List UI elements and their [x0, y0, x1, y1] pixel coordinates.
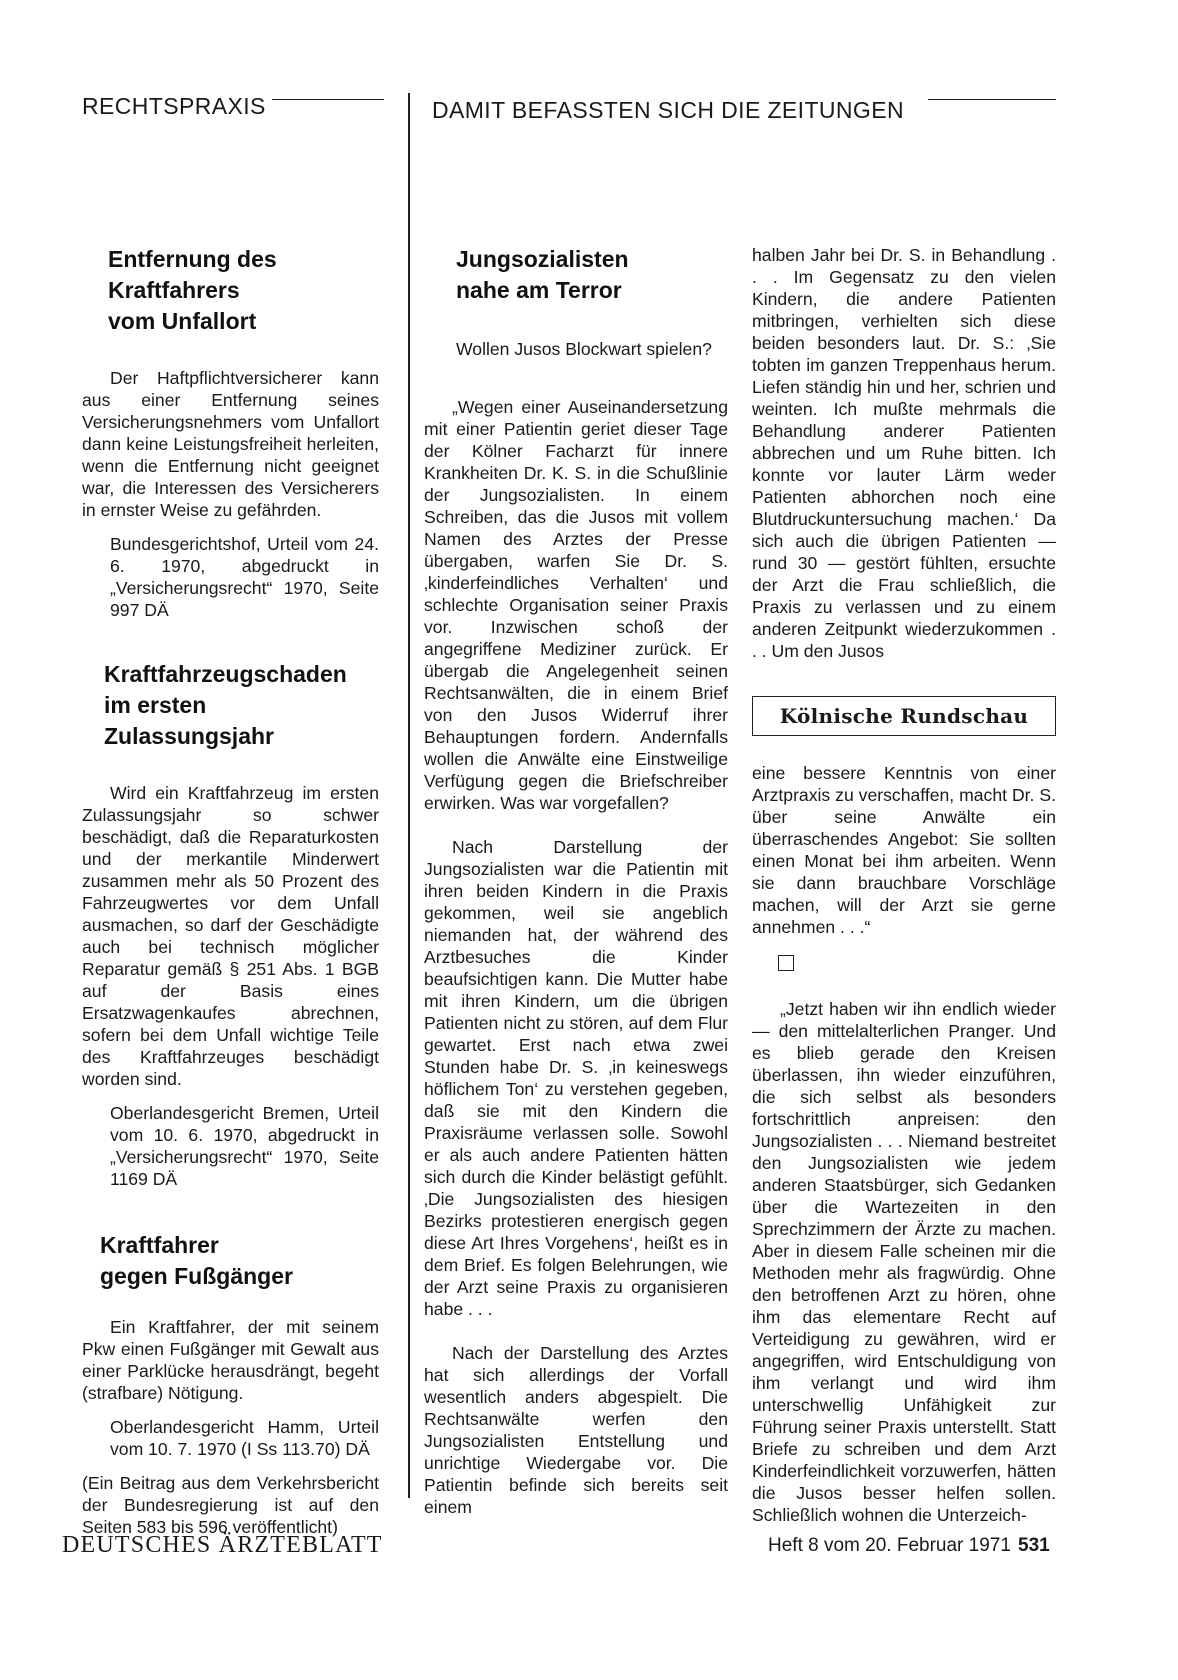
article-body: Ein Kraftfahrer, der mit seinem Pkw einen Fußgänger mit Gewalt aus einer Parklücke herausdrängt, begeht (strafbare) Nötigung.	[82, 1317, 379, 1403]
article-subtitle: Wollen Jusos Blockwart spielen?	[456, 339, 712, 359]
article-note: (Ein Beitrag aus dem Verkehrsbericht der Bundesregierung ist auf den Seiten 583 bis 596 veröffentlicht)	[82, 1473, 379, 1537]
left-column	[82, 244, 379, 1538]
page-number: 531	[1018, 1535, 1050, 1556]
section-header-rechtspraxis: RECHTSPRAXIS	[82, 93, 266, 119]
issue-info: Heft 8 vom 20. Februar 1971	[768, 1535, 1011, 1556]
journal-name: DEUTSCHES ÄRZTEBLATT	[62, 1532, 383, 1558]
article-title: Kraftfahrer gegen Fußgänger	[100, 1232, 293, 1289]
article-paragraph: „Jetzt haben wir ihn endlich wieder — den mittelalterlichen Pranger. Und es blieb gerade den Kreisen überlassen, ihn wieder einzuführen, die sich selbst als besonders fortschrittlich anpreisen: den Jungsozialisten . . . Niemand bestreitet den Jungsozialisten wie jedem anderen Staatsbürger, sich Gedanken über die Wartezeiten in den Sprechzimmern der Ärzte zu machen. Aber in diesem Falle scheinen mir die Methoden mehr als fragwürdig. Ohne den betroffenen Arzt zu hören, ohne ihm das elementare Recht auf Verteidigung zu gewähren, wird er angegriffen, wird Entschuldigung von ihm verlangt und wird ihm unterschwellig Unfähigkeit zur Führung seiner Praxis unterstellt. Statt Briefe zu schreiben und dem Arzt Kinderfeindlichkeit vorzuwerfen, hätten die Jusos besser helfen sollen. Schließlich wohnen die Unterzeich-	[752, 999, 1056, 1525]
column-divider	[408, 93, 410, 1498]
article-paragraph: halben Jahr bei Dr. S. in Behandlung . . . Im Gegensatz zu den vielen Kindern, die andere Patienten mitbringen, verhielten sich diese beiden besonders laut. Dr. S.: ‚Sie tobten im ganzen Treppenhaus herum. Liefen ständig hin und her, schrien und weinten. Ich mußte mehrmals die Behandlung anderer Patienten abbrechen und um Ruhe bitten. Ich konnte vor lauter Lärm weder Patienten abhorchen noch eine Blutdruckuntersuchung machen.‘ Da sich auch die übrigen Patienten — rund 30 — gestört fühlten, ersuchte der Arzt die Frau schließlich, die Praxis zu verlassen und zu einem anderen Zeitpunkt wiederzukommen . . . Um den Jusos	[752, 245, 1056, 661]
article-title: Jungsozialisten nahe am Terror	[456, 246, 629, 303]
article-source: Bundesgerichtshof, Urteil vom 24. 6. 1970, abgedruckt in „Versicherungsrecht“ 1970, Seite 997 DÄ	[110, 534, 379, 620]
article-paragraph: „Wegen einer Auseinandersetzung mit einer Patientin geriet dieser Tage der Kölner Facharzt für innere Krankheiten Dr. K. S. in die Schußlinie der Jungsozialisten. In einem Schreiben, das die Jusos mit vollem Namen des Arztes der Presse übergaben, warfen Sie Dr. S. ‚kinderfeindliches Verhalten‘ und schlechte Organisation seiner Praxis vor. Inzwischen schoß der angegriffene Mediziner zurück. Er übergab die Angelegenheit seinen Rechtsanwälten, die in einem Brief von den Jusos Widerruf ihrer Behauptungen fordern. Andernfalls wollen die Anwälte eine Einstweilige Verfügung gegen die Briefschreiber erwirken. Was war vorgefallen?	[424, 397, 728, 813]
article-body: Der Haftpflichtversicherer kann aus einer Entfernung seines Versicherungsnehmers vom Unfallort dann keine Leistungsfreiheit herleiten, wenn die Entfernung nicht geeignet war, die Interessen des Versicherers in ernster Weise zu gefährden.	[82, 368, 379, 520]
section-header-rule-left	[272, 99, 384, 100]
right-column	[752, 244, 1056, 1526]
section-header-zeitungen: DAMIT BEFASSTEN SICH DIE ZEITUNGEN	[432, 97, 904, 123]
article-paragraph: eine bessere Kenntnis von einer Arztpraxis zu verschaffen, macht Dr. S. über seine Anwälte ein überraschendes Angebot: Sie sollten einen Monat bei ihm arbeiten. Wenn sie dann brauchbare Vorschläge machen, will der Arzt sie gerne annehmen . . .“	[752, 763, 1056, 937]
article-title: Kraftfahrzeugschaden im ersten Zulassungsjahr	[104, 661, 347, 749]
end-of-article-box-icon	[752, 954, 1056, 976]
article-title: Entfernung des Kraftfahrers vom Unfallort	[108, 246, 277, 334]
middle-column	[424, 244, 728, 1518]
square-icon	[778, 955, 794, 971]
article-source: Oberlandesgericht Hamm, Urteil vom 10. 7. 1970 (I Ss 113.70) DÄ	[110, 1417, 379, 1459]
section-header-rule-right	[928, 99, 1056, 100]
newspaper-masthead: Kölnische Rundschau	[752, 696, 1056, 736]
article-source: Oberlandesgericht Bremen, Urteil vom 10. 6. 1970, abgedruckt in „Versicherungsrecht“ 1970, Seite 1169 DÄ	[110, 1103, 379, 1189]
article-body: Wird ein Kraftfahrzeug im ersten Zulassungsjahr so schwer beschädigt, daß die Reparaturkosten und der merkantile Minderwert zusammen mehr als 50 Prozent des Fahrzeugwertes vor dem Unfall ausmachen, so darf der Geschädigte auch bei technisch möglicher Reparatur gemäß § 251 Abs. 1 BGB auf der Basis eines Ersatzwagenkaufes abrechnen, sofern bei dem Unfall wichtige Teile des Kraftfahrzeuges beschädigt worden sind.	[82, 783, 379, 1089]
article-paragraph: Nach Darstellung der Jungsozialisten war die Patientin mit ihren beiden Kindern in die Praxis gekommen, weil sie angeblich niemanden hat, der während des Arztbesuches die Kinder beaufsichtigen kann. Die Mutter habe mit ihren Kindern, um die übrigen Patienten nicht zu stören, auf dem Flur gewartet. Erst nach etwa zwei Stunden habe Dr. S. ‚in keineswegs höflichem Ton‘ zu verstehen gegeben, daß sie mit den Kindern die Praxisräume verlassen solle. Sowohl er als auch andere Patienten hätten sich durch die Kinder belästigt gefühlt. ‚Die Jungsozialisten des hiesigen Bezirks protestieren energisch gegen diese Art Ihres Vorgehens‘, heißt es in dem Brief. Es folgen Belehrungen, wie der Arzt seine Praxis zu organisieren habe . . .	[424, 837, 728, 1319]
article-paragraph: Nach der Darstellung des Arztes hat sich allerdings der Vorfall wesentlich anders abgespielt. Die Rechtsanwälte werfen den Jungsozialisten Entstellung und unrichtige Wiedergabe vor. Die Patientin befinde sich bereits seit einem	[424, 1343, 728, 1517]
